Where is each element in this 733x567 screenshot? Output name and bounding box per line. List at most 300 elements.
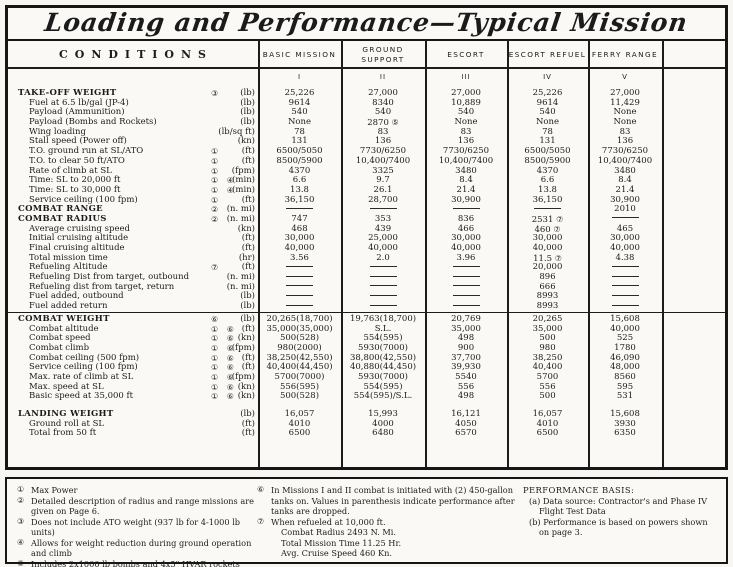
value-cell: 460 ⑦ — [534, 224, 561, 235]
value-cell: 747 — [291, 213, 308, 224]
dash-line — [370, 305, 397, 306]
footnote-marker-icon: ① ⑥ — [211, 372, 237, 382]
value-cell — [258, 273, 341, 283]
unit-label: (lb/sq ft) — [218, 126, 255, 137]
value-cell: 468 — [291, 223, 308, 234]
value-cell: 8500/5900 — [276, 155, 323, 166]
empty-cell — [662, 196, 725, 206]
dash-line — [612, 266, 639, 267]
footnotes-left-column — [17, 485, 257, 567]
value-cell — [588, 283, 662, 293]
value-cell: 26.1 — [373, 184, 393, 195]
dash-line — [453, 208, 480, 209]
value-cell — [341, 273, 425, 283]
value-cell: 5930(7000) — [358, 371, 408, 382]
value-cell: 896 — [539, 272, 556, 283]
column-rule — [425, 39, 427, 467]
value-cell: 466 — [457, 223, 475, 234]
row-label: Combat speed — [29, 333, 91, 344]
value-cell: 8993 — [536, 301, 559, 312]
footnote-marker-icon: ② — [211, 205, 222, 215]
value-cell — [425, 302, 507, 312]
value-cell: 6500 — [536, 428, 559, 439]
row-label: Service ceiling (100 fpm) — [29, 362, 138, 373]
title-band — [8, 8, 725, 41]
table-row — [8, 205, 725, 215]
value-cell: None — [613, 107, 637, 118]
footnote-item — [257, 517, 519, 559]
value-cell: 35,000(35,000) — [266, 323, 333, 334]
value-cell: 353 — [374, 213, 392, 224]
value-cell: 6570 — [455, 428, 477, 439]
value-cell: 465 — [616, 223, 634, 234]
performance-basis-title: PERFORMANCE BASIS: — [523, 485, 635, 495]
value-cell: 38,800(42,550) — [349, 352, 417, 363]
unit-label: (fpm) — [231, 165, 255, 176]
value-cell: 4000 — [372, 418, 394, 429]
dash-line — [286, 208, 313, 209]
empty-cell — [662, 128, 725, 138]
dash-line — [453, 295, 480, 296]
numeral-spacer — [8, 69, 258, 84]
footnote-marker-icon: ① ⑥ — [211, 382, 237, 392]
unit-label: (lb) — [240, 291, 255, 302]
dash-line — [286, 295, 313, 296]
row-label: Total from 50 ft — [29, 428, 97, 439]
footnote-marker-icon: ① ⑥ — [211, 353, 237, 363]
value-cell: 13.8 — [538, 184, 557, 195]
dash-line — [453, 285, 480, 286]
value-cell: 11.5 ⑦ — [533, 253, 562, 264]
value-cell — [258, 263, 341, 273]
value-cell: 38,250 — [532, 352, 563, 363]
mission-numeral: II — [379, 72, 387, 81]
value-cell — [258, 292, 341, 302]
dash-line — [286, 276, 313, 277]
value-cell: 36,150 — [284, 194, 315, 205]
value-cell: 6350 — [614, 428, 636, 439]
row-label: Service ceiling (100 fpm) — [29, 194, 138, 205]
row-label: Max. speed at SL — [29, 381, 104, 392]
value-cell: 6500 — [288, 428, 311, 439]
empty-cell — [662, 167, 725, 177]
unit-label: (lb) — [240, 117, 255, 128]
value-cell: 25,226 — [284, 88, 315, 98]
value-cell: 37,700 — [451, 352, 481, 363]
value-cell: 9614 — [288, 97, 311, 108]
value-cell: 10,400/7400 — [597, 155, 653, 166]
footnote-marker-icon: ① ⑥ — [211, 363, 237, 373]
footnote-marker-icon: ⑤ — [391, 118, 399, 128]
unit-label: (lb) — [240, 301, 255, 312]
dash-line — [370, 266, 397, 267]
value-cell: 8993 — [536, 291, 559, 302]
dash-line — [612, 217, 639, 218]
unit-label: (ft) — [241, 418, 255, 429]
value-cell: 27,000 — [610, 88, 640, 98]
empty-cell — [662, 186, 725, 196]
row-label: Combat altitude — [29, 323, 99, 334]
footnote-text: When refueled at 10,000 ft. Combat Radius 2493 N. Mi. Total Mission Time 11.25 Hr. Avg. Cruise Speed 460 Kn. — [271, 517, 519, 559]
performance-table — [5, 5, 728, 470]
value-cell: 556 — [457, 381, 475, 392]
footnote-item — [257, 485, 519, 517]
value-cell — [425, 263, 507, 273]
value-cell: 40,400(44,450) — [266, 362, 333, 373]
value-cell — [341, 292, 425, 302]
mission-numeral-row — [8, 69, 725, 84]
row-label: Final cruising altitude — [29, 243, 125, 253]
value-cell: 5700(7000) — [274, 371, 325, 382]
value-cell: 439 — [374, 223, 392, 234]
value-cell: 27,000 — [451, 88, 481, 98]
value-cell: 554(595) — [363, 333, 403, 344]
row-label: Wing loading — [29, 126, 86, 137]
footnote-marker-icon: ⑦ — [554, 253, 562, 263]
unit-label: (ft) — [241, 362, 255, 373]
row-label: COMBAT RANGE — [18, 204, 103, 215]
footnote-marker-icon: ② — [211, 214, 222, 224]
row-label: Combat climb — [29, 342, 90, 353]
value-cell — [258, 302, 341, 312]
value-cell: 6480 — [372, 428, 394, 439]
unit-label: (kn) — [237, 391, 255, 402]
empty-cell — [662, 244, 725, 254]
value-cell: 15,608 — [610, 313, 640, 324]
value-cell: 136 — [374, 136, 392, 147]
value-cell: 30,000 — [610, 233, 640, 244]
value-cell: 36,150 — [532, 194, 563, 205]
empty-cell — [662, 89, 725, 99]
empty-cell — [662, 157, 725, 167]
table-row — [8, 292, 725, 302]
empty-cell — [662, 234, 725, 244]
empty-cell — [662, 205, 725, 215]
value-cell: 1780 — [614, 342, 636, 353]
footnote-marker-icon: ① — [211, 147, 222, 157]
value-cell: 15,993 — [368, 409, 398, 419]
value-cell: 595 — [616, 381, 634, 392]
value-cell: 40,000 — [532, 243, 563, 253]
value-cell: None — [454, 117, 478, 128]
empty-cell — [662, 325, 725, 335]
value-cell — [341, 263, 425, 273]
mission-numeral: III — [461, 72, 471, 81]
value-cell: 3480 — [455, 165, 477, 176]
value-cell: 40,000 — [451, 243, 481, 253]
empty-cell — [662, 283, 725, 293]
unit-label: (lb) — [240, 88, 255, 98]
row-label: TAKE-OFF WEIGHT — [18, 88, 117, 98]
value-cell: 4.38 — [615, 252, 635, 263]
value-cell: 9.7 — [376, 175, 390, 186]
value-cell: None — [535, 117, 560, 128]
footnote-item — [17, 485, 257, 496]
footnote-subline: Total Mission Time 11.25 Hr. — [281, 537, 402, 548]
dash-line — [370, 208, 397, 209]
column-rule — [341, 39, 343, 467]
unit-label: (hr) — [238, 252, 255, 263]
footnote-marker-icon: ⑦ — [553, 224, 561, 234]
value-cell: 20,769 — [451, 313, 481, 324]
value-cell: 35,000 — [532, 323, 563, 334]
row-label: Refueling Altitude — [29, 262, 108, 273]
row-label: Time: SL to 20,000 ft — [29, 175, 121, 186]
value-cell — [588, 292, 662, 302]
footnotes-box — [5, 477, 728, 567]
value-cell: 6.6 — [292, 175, 307, 186]
empty-cell — [662, 137, 725, 147]
unit-label: (ft) — [241, 243, 255, 253]
unit-label: (n. mi) — [226, 204, 255, 215]
value-cell — [425, 292, 507, 302]
unit-label: (ft) — [241, 146, 255, 157]
value-cell: 16,057 — [532, 409, 563, 419]
value-cell: 30,000 — [451, 233, 481, 244]
value-cell: 27,000 — [368, 88, 398, 98]
dash-line — [286, 285, 313, 286]
table-row — [8, 254, 725, 264]
empty-cell — [662, 292, 725, 302]
value-cell: 25,226 — [532, 88, 563, 98]
unit-label: (ft) — [241, 194, 255, 205]
unit-label: (n. mi) — [226, 213, 255, 224]
value-cell: 11,429 — [610, 97, 640, 108]
footnote-marker-icon: ① ⑥ — [211, 392, 237, 402]
empty-cell — [662, 263, 725, 273]
empty-cell — [662, 373, 725, 383]
value-cell: 30,000 — [532, 233, 563, 244]
value-cell: 7730/6250 — [359, 146, 407, 157]
row-label: Rate of climb at SL — [29, 165, 112, 176]
value-cell: 83 — [377, 126, 389, 137]
value-cell: 20,265 — [532, 313, 563, 324]
footnote-marker-icon: ① — [211, 166, 222, 176]
value-cell: 35,000 — [451, 323, 481, 334]
value-cell: 25,000 — [368, 233, 398, 244]
footnote-number-icon: ⑥ — [257, 485, 265, 494]
value-cell: 78 — [542, 126, 553, 137]
value-cell: 16,057 — [284, 409, 315, 419]
unit-label: (ft) — [241, 323, 255, 334]
value-cell: 40,880(44,450) — [349, 362, 417, 373]
footnote-text: Includes 2x1000 lb bombs and 4x5" HVAR rockets — [31, 558, 240, 567]
footnote-subline: Avg. Cruise Speed 460 Kn. — [281, 548, 392, 558]
footnote-text: In Missions I and II combat is initiated with (2) 450-gallon tanks on. Values in parenthesis indicate performance after tanks are dropped. — [271, 485, 515, 516]
footnote-marker-icon: ① ⑥ — [211, 334, 237, 344]
empty-cell — [662, 334, 725, 344]
table-header-row — [8, 41, 725, 69]
row-label: Fuel added, outbound — [29, 291, 124, 302]
footnote-marker-icon: ① ④ — [211, 176, 237, 186]
footnote-marker-icon: ① ⑥ — [211, 324, 237, 334]
value-cell: 4010 — [536, 418, 559, 429]
value-cell: 5540 — [455, 371, 477, 382]
empty-cell — [662, 392, 725, 402]
unit-label: (ft) — [241, 262, 255, 273]
value-cell: 3.56 — [290, 252, 309, 263]
value-cell: 20,265(18,700) — [266, 313, 333, 324]
value-cell: 980(2000) — [277, 342, 322, 353]
empty-cell — [662, 108, 725, 118]
value-cell: 83 — [460, 126, 472, 137]
unit-label: (lb) — [240, 409, 255, 419]
value-cell: 3930 — [614, 418, 636, 429]
unit-label: (ft) — [241, 233, 255, 244]
value-cell: None — [287, 117, 312, 128]
empty-cell — [662, 315, 725, 325]
table-row — [8, 118, 725, 128]
value-cell: 8340 — [372, 97, 394, 108]
dash-line — [286, 266, 313, 267]
dash-line — [612, 295, 639, 296]
value-cell: 16,121 — [451, 409, 481, 419]
value-cell: 980 — [539, 342, 556, 353]
column-rule — [662, 39, 664, 467]
row-label: Combat ceiling (500 fpm) — [29, 352, 140, 363]
empty-cell — [662, 344, 725, 354]
row-label: Time: SL to 30,000 ft — [29, 184, 121, 195]
value-cell: 540 — [374, 107, 392, 118]
mission-numeral: IV — [543, 72, 552, 81]
value-cell: 30,900 — [451, 194, 481, 205]
value-cell: 556 — [539, 381, 556, 392]
column-rule — [588, 39, 590, 467]
empty-cell — [662, 273, 725, 283]
value-cell: 7730/6250 — [442, 146, 490, 157]
dash-line — [286, 305, 313, 306]
unit-label: (kn) — [237, 136, 255, 147]
footnote-number-icon: ① — [17, 485, 25, 494]
footnote-number-icon: ② — [17, 495, 25, 505]
value-cell: 83 — [619, 126, 631, 137]
value-cell: 9614 — [536, 97, 559, 108]
value-cell: 540 — [457, 107, 475, 118]
mission-numeral: V — [622, 72, 628, 81]
value-cell: 30,000 — [284, 233, 315, 244]
footnote-item — [17, 559, 257, 567]
value-cell — [258, 283, 341, 293]
value-cell: 20,000 — [532, 262, 563, 273]
column-header-empty — [662, 41, 725, 67]
value-cell: 540 — [539, 107, 556, 118]
value-cell: 554(595)/S.L. — [353, 391, 413, 402]
footnote-text: Does not include ATO weight (937 lb for 4-1000 lb units) — [31, 516, 241, 537]
value-cell: 10,889 — [451, 97, 481, 108]
row-label: Refueling dist from target, return — [29, 281, 175, 292]
column-rule — [507, 39, 509, 467]
footnote-number-icon: ⑤ — [17, 558, 25, 567]
dash-line — [534, 208, 561, 209]
value-cell: 900 — [457, 342, 475, 353]
value-cell: 500 — [539, 391, 556, 402]
value-cell: 6500/5050 — [524, 146, 571, 157]
footnote-number-icon: ⑦ — [257, 516, 265, 526]
unit-label: (min) — [232, 184, 255, 195]
row-label-cell — [8, 302, 258, 312]
value-cell: 78 — [294, 126, 305, 137]
column-header: GROUND SUPPORT — [361, 44, 405, 64]
dash-line — [370, 276, 397, 277]
column-header: ESCORT REFUEL — [508, 49, 587, 59]
value-cell: 48,000 — [610, 362, 640, 373]
value-cell: 6500/5050 — [276, 146, 323, 157]
footnote-number-icon: ④ — [17, 537, 25, 547]
footnote-item — [17, 496, 257, 517]
value-cell: 525 — [616, 333, 634, 344]
value-cell — [507, 205, 588, 215]
unit-label: (ft) — [241, 155, 255, 166]
unit-label: (lb) — [240, 313, 255, 324]
row-label: Ground roll at SL — [29, 418, 105, 429]
empty-cell — [662, 429, 725, 439]
value-cell: 28,700 — [368, 194, 398, 205]
value-cell: 666 — [539, 281, 556, 292]
empty-cell — [662, 176, 725, 186]
unit-label: (lb) — [240, 107, 255, 118]
value-cell: 500 — [539, 333, 556, 344]
row-label: Payload (Bombs and Rockets) — [29, 117, 157, 128]
numeral-empty — [662, 69, 725, 84]
row-label: Initial cruising altitude — [29, 233, 129, 244]
unit-label: (min) — [232, 175, 255, 186]
empty-cell — [662, 363, 725, 373]
footnote-item — [17, 538, 257, 559]
value-cell: 8500/5900 — [524, 155, 571, 166]
value-cell: 2870 ⑤ — [367, 118, 399, 129]
table-row — [8, 302, 725, 312]
footnote-marker-icon: ① ④ — [211, 185, 237, 195]
unit-label: (kn) — [237, 333, 255, 344]
value-cell: 498 — [457, 391, 475, 402]
row-label: Basic speed at 35,000 ft — [29, 391, 134, 402]
unit-label: (fpm) — [231, 371, 255, 382]
footnote-number-icon: ③ — [17, 516, 25, 526]
value-cell: 554(595) — [363, 381, 403, 392]
column-header: BASIC MISSION — [262, 49, 337, 59]
dash-line — [453, 276, 480, 277]
value-cell — [425, 283, 507, 293]
mission-numeral: I — [297, 72, 302, 81]
dash-line — [612, 305, 639, 306]
value-cell — [588, 302, 662, 312]
column-header: FERRY RANGE — [591, 49, 659, 59]
value-cell: 21.4 — [615, 184, 635, 195]
value-cell: 8.4 — [459, 175, 473, 186]
value-cell: 30,900 — [610, 194, 640, 205]
value-cell: None — [613, 117, 637, 128]
value-cell: 40,400 — [532, 362, 563, 373]
dash-line — [370, 285, 397, 286]
value-cell — [341, 283, 425, 293]
value-cell: 40,000 — [284, 243, 315, 253]
footnote-marker-icon: ① — [211, 195, 222, 205]
unit-label: (kn) — [237, 223, 255, 234]
footnote-text: Detailed description of radius and range missions are given on Page 6. — [31, 495, 254, 516]
dash-line — [453, 266, 480, 267]
page-title: Loading and Performance—Typical Mission — [43, 8, 690, 37]
value-cell: 13.8 — [290, 184, 309, 195]
performance-basis-item: (a) Data source: Contractor's and Phase IV Flight Test Data — [529, 495, 707, 517]
value-cell — [341, 302, 425, 312]
value-cell: 40,000 — [610, 323, 640, 334]
dash-line — [453, 305, 480, 306]
footnote-marker-icon: ① — [211, 156, 222, 166]
empty-cell — [662, 99, 725, 109]
value-cell: 8560 — [614, 371, 636, 382]
value-cell: 4050 — [455, 418, 477, 429]
row-label: Total mission time — [29, 252, 108, 263]
